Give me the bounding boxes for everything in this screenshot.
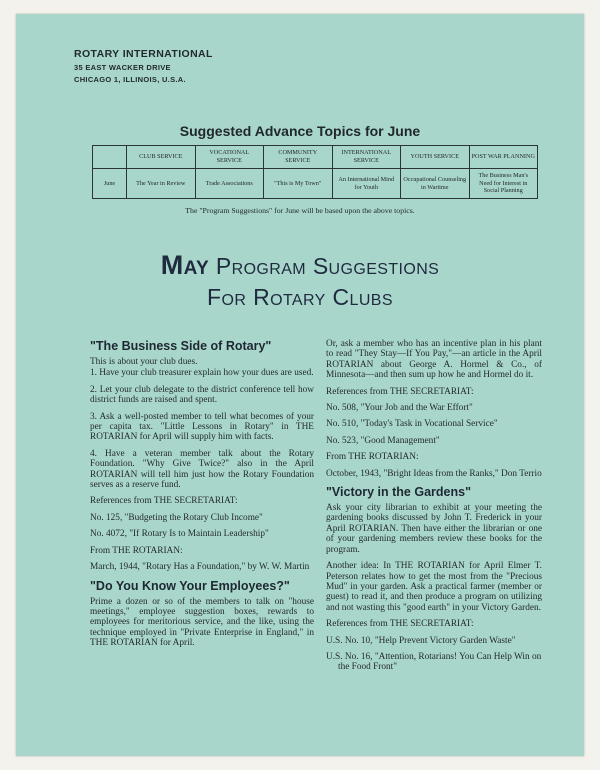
list-item: 1. Have your club treasurer explain how your dues are used. xyxy=(90,368,314,379)
table-cell: Trade Associations xyxy=(195,169,264,199)
page-title xyxy=(16,250,584,313)
gardens-idea-text: Another idea: In THE ROTARIAN for April Elmer T. Peterson relates how to get the most from the "Precious Mud" in your garden. Ask a practical farmer (member or guest) to read it, and then produce a program on utilizing and not wasting this "good earth" in your Victory Garden. xyxy=(326,561,542,613)
reference-item: No. 523, "Good Management" xyxy=(326,435,440,446)
intro-text: This is about your club dues. xyxy=(90,357,198,367)
city-address: CHICAGO 1, ILLINOIS, U.S.A. xyxy=(74,75,186,84)
table-cell: June xyxy=(93,169,127,199)
reference-item: No. 125, "Budgeting the Rotary Club Income" xyxy=(90,512,263,523)
table-header-row xyxy=(93,146,538,169)
reference-item: No. 510, "Today's Task in Vocational Service" xyxy=(326,419,498,430)
right-column xyxy=(326,339,542,679)
references-label: References from THE SECRETARIAT: xyxy=(326,386,474,397)
section-heading-business: "The Business Side of Rotary" xyxy=(90,339,272,353)
table-cell: Occupational Counseling in Wartime xyxy=(401,169,470,199)
table-header-cell: CLUB SERVICE xyxy=(127,146,196,169)
section-heading-gardens: "Victory in the Gardens" xyxy=(326,485,471,500)
table-header-cell: YOUTH SERVICE xyxy=(401,146,470,169)
reference-item: No. 508, "Your Job and the War Effort" xyxy=(326,403,473,414)
advance-topics-table xyxy=(92,145,538,199)
org-name: ROTARY INTERNATIONAL xyxy=(74,48,213,60)
table-header-cell: COMMUNITY SERVICE xyxy=(264,146,333,169)
street-address: 35 EAST WACKER DRIVE xyxy=(74,63,171,72)
title-month: May xyxy=(160,250,210,280)
reference-item: October, 1943, "Bright Ideas from the Ranks," Don Terrio xyxy=(326,468,542,479)
incentive-text: Or, ask a member who has an incentive plan in his plant to read "They Stay—If You Pay,"—an article in the April ROTARIAN about George A. Hormel & Co., of Minnesota—and then sum up how he and Hormel do it. xyxy=(326,339,542,381)
reference-item: March, 1944, "Rotary Has a Foundation," by W. W. Martin xyxy=(90,562,310,573)
from-rotarian-label: From THE ROTARIAN: xyxy=(90,545,183,556)
table-row xyxy=(93,169,538,199)
table-header-cell: INTERNATIONAL SERVICE xyxy=(332,146,401,169)
table-cell: An International Mind for Youth xyxy=(332,169,401,199)
reference-item: No. 4072, "If Rotary Is to Maintain Leadership" xyxy=(90,529,269,540)
table-header-cell xyxy=(93,146,127,169)
letterhead-address xyxy=(74,48,213,84)
advance-topics-title: Suggested Advance Topics for June xyxy=(179,123,421,139)
gardens-text: Ask your city librarian to exhibit at your meeting the gardening books discussed by John T. Frederick in your April ROTARIAN. Then have either the librarian or one of your gardening members review these books for the program. xyxy=(326,503,542,555)
employees-text: Prime a dozen or so of the members to talk on "house meetings," employee suggestion boxes, rewards to employees for meritorious service, and the like, using the technique employed in "Private Enterprise in England," in THE ROTARIAN for April. xyxy=(90,596,314,649)
reference-item: U.S. No. 10, "Help Prevent Victory Garden Waste" xyxy=(326,635,516,646)
left-column xyxy=(90,339,314,655)
from-rotarian-label: From THE ROTARIAN: xyxy=(326,452,419,463)
list-item: 2. Let your club delegate to the district conference tell how district funds are raised and spent. xyxy=(90,384,314,406)
section-heading-employees: "Do You Know Your Employees?" xyxy=(90,578,290,593)
table-header-cell: POST WAR PLANNING xyxy=(469,146,538,169)
document-sheet xyxy=(16,14,584,756)
list-item: 3. Ask a well-posted member to tell what becomes of your per capita tax. "Little Lessons in Rotary" in THE ROTARIAN for April will supply him with facts. xyxy=(90,411,314,443)
table-cell: "This is My Town" xyxy=(264,169,333,199)
table-cell: The Business Man's Need for Interest in Social Planning xyxy=(469,169,538,199)
list-item: 4. Have a veteran member talk about the Rotary Foundation. "Why Give Twice?" also in the April ROTARIAN will tell him just how the Rotary Foundation serves as a reserve fund. xyxy=(90,448,314,491)
references-label: References from THE SECRETARIAT: xyxy=(90,496,238,507)
references-label: References from THE SECRETARIAT: xyxy=(326,619,474,630)
title-line-2: For Rotary Clubs xyxy=(207,284,393,310)
table-note: The "Program Suggestions" for June will be based upon the above topics. xyxy=(185,206,415,215)
table-header-cell: VOCATIONAL SERVICE xyxy=(195,146,264,169)
title-rest: Program Suggestions xyxy=(215,253,440,279)
reference-item: U.S. No. 16, "Attention, Rotarians! You Can Help Win on the Food Front" xyxy=(326,651,542,673)
table-cell: The Year in Review xyxy=(127,169,196,199)
